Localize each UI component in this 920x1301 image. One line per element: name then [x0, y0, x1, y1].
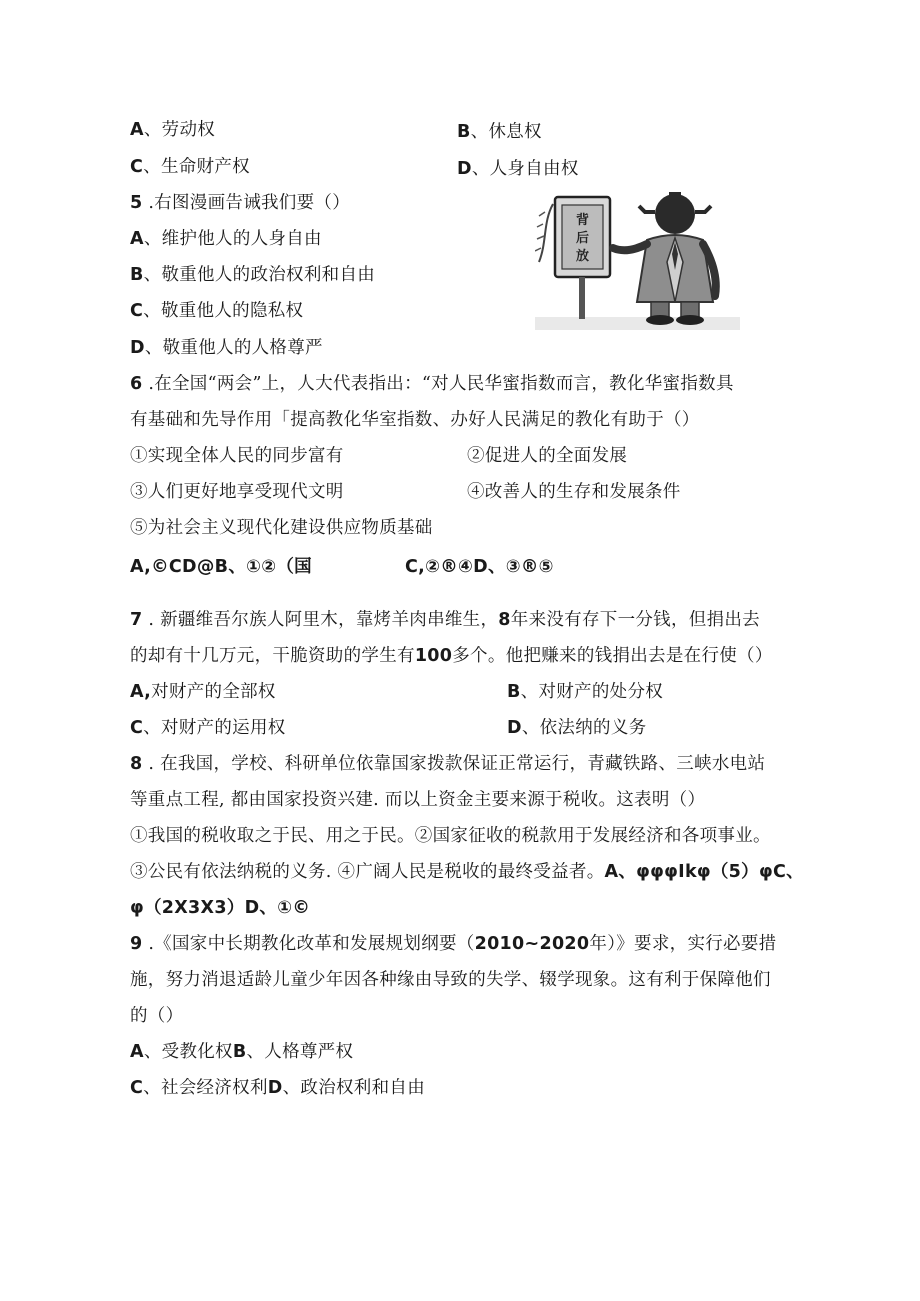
q4-option-c: C、生命财产权 [130, 157, 250, 177]
q4-option-a: A、劳动权 [130, 120, 216, 140]
cartoon-illustration [535, 192, 740, 330]
q5-stem: 5 .右图漫画告诫我们要（） [130, 193, 351, 213]
q7-option-a: A,对财产的全部权 [130, 682, 276, 702]
q8-stem-line2: 等重点工程, 都由国家投资兴建. 而以上资金主要来源于税收。这表明（） [130, 790, 706, 810]
q5-option-a: A、维护他人的人身自由 [130, 229, 322, 249]
q6-item-5: ⑤为社会主义现代化建设供应物质基础 [130, 518, 433, 538]
q6-item-2: ②促进人的全面发展 [467, 446, 628, 466]
q6-item-1: ①实现全体人民的同步富有 [130, 446, 344, 466]
q6-stem-line1: 6 .在全国“两会”上，人大代表指出：“对人民华蜜指数而言，教化华蜜指数具 [130, 374, 734, 394]
q9-stem-line1: 9 .《国家中长期教化改革和发展规划纲要（2010~2020年）》要求，实行必要措 [130, 934, 777, 954]
q7-option-b: B、对财产的处分权 [507, 682, 664, 702]
q6-item-4: ④改善人的生存和发展条件 [467, 482, 681, 502]
q5-option-c: C、敬重他人的隐私权 [130, 301, 304, 321]
q6-item-3: ③人们更好地享受现代文明 [130, 482, 344, 502]
sign-char-3: 放 [575, 249, 590, 264]
q4-option-b: B、休息权 [457, 122, 542, 142]
q6-stem-line2: 有基础和先导作用「提高教化华室指数、办好人民满足的教化有助于（） [130, 410, 700, 430]
q9-stem-line3: 的（） [130, 1006, 184, 1026]
q8-answers: φ（2X3X3）D、①© [130, 898, 311, 918]
q7-option-c: C、对财产的运用权 [130, 718, 286, 738]
q5-option-b: B、敬重他人的政治权利和自由 [130, 265, 376, 285]
q9-options-row1: A、受教化权B、人格尊严权 [130, 1042, 354, 1062]
sign-char-2: 后 [575, 231, 590, 246]
q8-statements-line1: ①我国的税收取之于民、用之于民。②国家征收的税款用于发展经济和各项事业。 [130, 826, 771, 846]
q6-answers-left: A,©CD@B、①②（国 [130, 557, 312, 577]
q9-stem-line2: 施，努力消退适龄儿童少年因各种缘由导致的失学、辍学现象。这有利于保障他们 [130, 970, 771, 990]
q7-stem-line1: 7 . 新疆维吾尔族人阿里木，靠烤羊肉串维生，8年来没有存下一分钱，但捐出去 [130, 610, 760, 630]
q7-option-d: D、依法纳的义务 [507, 718, 647, 738]
q6-answers-right: C,②®④D、③®⑤ [405, 557, 554, 577]
q8-stem-line1: 8 . 在我国，学校、科研单位依靠国家拨款保证正常运行，青藏铁路、三峡水电站 [130, 754, 766, 774]
q5-option-d: D、敬重他人的人格尊严 [130, 338, 323, 358]
q4-option-d: D、人身自由权 [457, 159, 579, 179]
q9-options-row2: C、社会经济权利D、政治权利和自由 [130, 1078, 425, 1098]
sign-char-1: 背 [575, 213, 590, 228]
q8-statements-line2: ③公民有依法纳税的义务. ④广阔人民是税收的最终受益者。A、φφφIkφ（5）φC、 [130, 862, 804, 882]
q7-stem-line2: 的却有十几万元，干脆资助的学生有100多个。他把赚来的钱捐出去是在行使（） [130, 646, 773, 666]
